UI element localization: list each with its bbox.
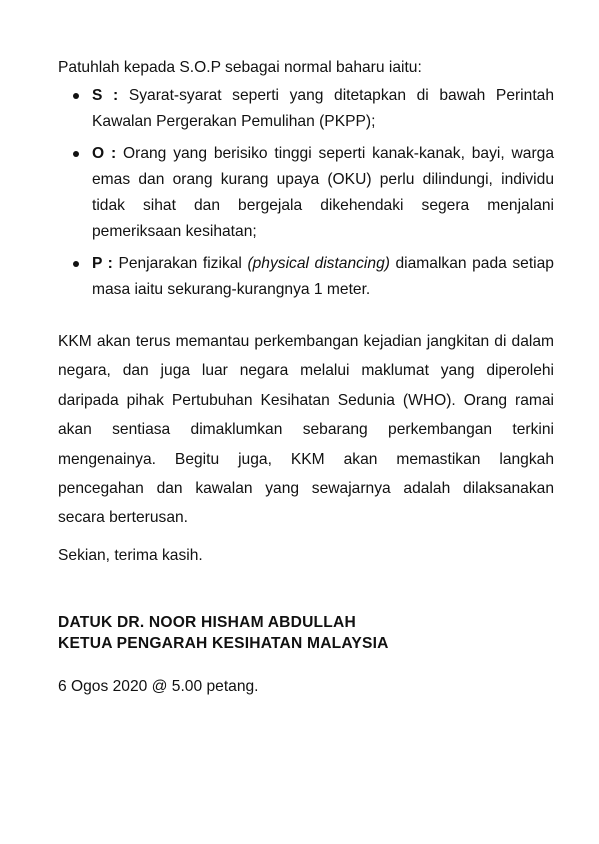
date-text: 6 Ogos 2020 @ 5.00 petang. bbox=[58, 678, 259, 695]
sop-item-s bbox=[58, 83, 554, 135]
signatory-name: DATUK DR. NOOR HISHAM ABDULLAH bbox=[58, 614, 356, 631]
sop-item-text: Syarat-syarat seperti yang ditetapkan di bawah Perintah Kawalan Pergerakan Pemulihan (PKPP); bbox=[92, 87, 554, 130]
sop-item-p bbox=[58, 251, 554, 303]
bullet-dot-icon bbox=[73, 261, 79, 267]
sop-item-key: S : bbox=[92, 87, 119, 104]
signature-block bbox=[58, 612, 389, 654]
sop-item-text: Orang yang berisiko tinggi seperti kanak-kanak, bayi, warga emas dan orang kurang upaya (OKU) perlu dilindungi, individu tidak sihat dan bergejala dikehendaki segera menjalani pemeriksaan kesihatan; bbox=[92, 145, 554, 240]
sop-list bbox=[58, 83, 554, 309]
sop-item-text: Penjarakan fizikal bbox=[118, 255, 248, 272]
sop-item-italic-text: (physical distancing) bbox=[247, 255, 390, 272]
sop-item-text-continued: diamalkan pada setiap masa iaitu sekurang-kurangnya 1 meter. bbox=[92, 255, 554, 298]
body-paragraph: KKM akan terus memantau perkembangan kejadian jangkitan di dalam negara, dan juga luar negara melalui maklumat yang diperolehi daripada pihak Pertubuhan Kesihatan Sedunia (WHO). Orang ramai akan sentiasa dimaklumkan sebarang perkembangan terkini mengenainya. Begitu juga, KKM akan memastikan langkah pencegahan dan kawalan yang sewajarnya adalah dilaksanakan secara berterusan. bbox=[58, 333, 554, 527]
sop-item-o bbox=[58, 141, 554, 245]
sop-item-key: O : bbox=[92, 145, 117, 162]
intro-text: Patuhlah kepada S.O.P sebagai normal baharu iaitu: bbox=[58, 59, 422, 76]
closing-text: Sekian, terima kasih. bbox=[58, 547, 203, 564]
bullet-dot-icon bbox=[73, 151, 79, 157]
bullet-dot-icon bbox=[73, 93, 79, 99]
sop-item-key: P : bbox=[92, 255, 113, 272]
signatory-title: KETUA PENGARAH KESIHATAN MALAYSIA bbox=[58, 635, 389, 652]
